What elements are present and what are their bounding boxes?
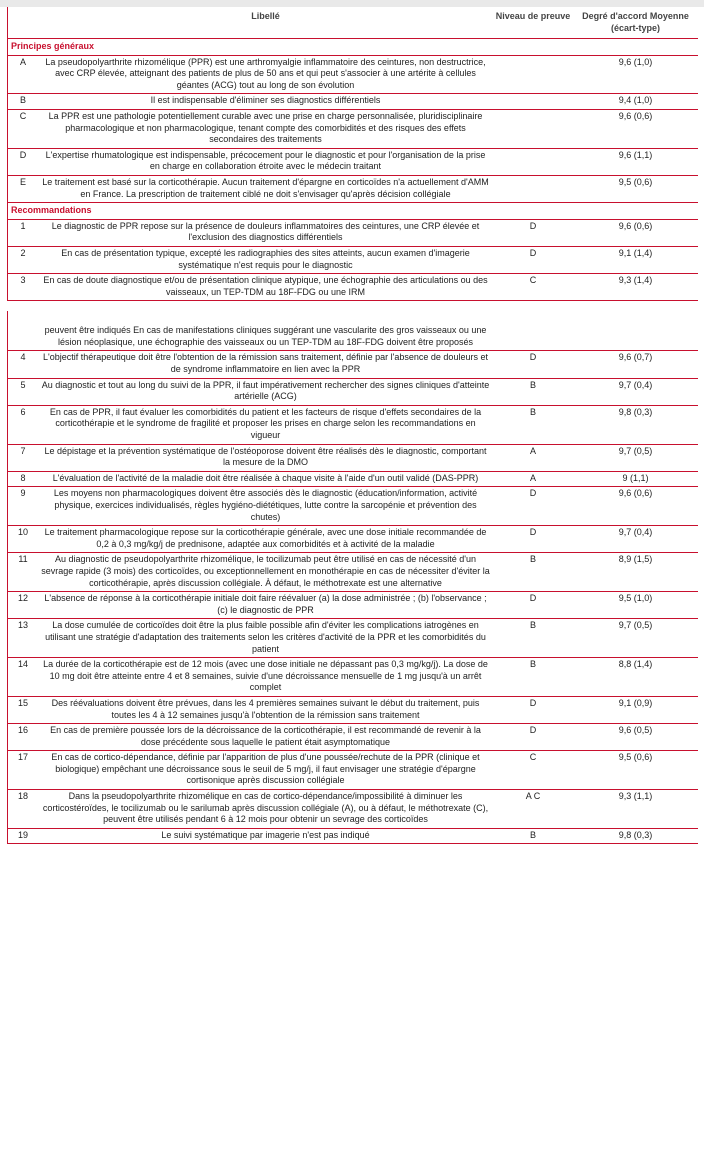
row-degre: 9,6 (0,6) bbox=[573, 487, 698, 526]
row-degre: 9,1 (0,9) bbox=[573, 696, 698, 723]
row-niveau bbox=[493, 148, 573, 175]
row-code: 18 bbox=[8, 790, 38, 829]
row-code: 13 bbox=[8, 619, 38, 658]
row-libelle: Le traitement est basé sur la corticothérapie. Aucun traitement d'épargne en corticoïdes n'a actuellement d'AMM en France. La prescription de traitement ciblé ne doit s'envisager qu'après décision collégiale bbox=[38, 175, 493, 202]
row-degre: 9,3 (1,1) bbox=[573, 790, 698, 829]
row-code: 3 bbox=[8, 274, 38, 301]
row-niveau: B bbox=[493, 378, 573, 405]
row-code: A bbox=[8, 55, 38, 94]
row-niveau: A bbox=[493, 444, 573, 471]
row-libelle: En cas de présentation typique, excepté les radiographies des sites atteints, aucun examen d'imagerie systématique n'est requis pour le diagnostic bbox=[38, 246, 493, 273]
row-libelle: La durée de la corticothérapie est de 12 mois (avec une dose initiale ne dépassant pas 0,3 mg/kg/j). La dose de 10 mg doit être atteinte entre 4 et 8 semaines, suivie d'une décroissance mensuelle de 1 mg jusqu'à un arrêt complet bbox=[38, 658, 493, 697]
table-row bbox=[8, 378, 698, 405]
row-niveau: B bbox=[493, 553, 573, 592]
table-row bbox=[8, 109, 698, 148]
table-row bbox=[8, 592, 698, 619]
row-degre: 9 (1,1) bbox=[573, 471, 698, 487]
row-niveau: D bbox=[493, 246, 573, 273]
table-row bbox=[8, 751, 698, 790]
header-code bbox=[8, 7, 38, 39]
row-niveau: D bbox=[493, 724, 573, 751]
row-niveau: C bbox=[493, 751, 573, 790]
row-libelle: La pseudopolyarthrite rhizomélique (PPR) est une arthromyalgie inflammatoire des ceintures, non destructrice, avec CRP élevée, atteignant des patients de plus de 50 ans et qui peut s'associer à une artérite à cellules géantes (ACG) tout au long de son évolution bbox=[38, 55, 493, 94]
row-code: 11 bbox=[8, 553, 38, 592]
row-niveau: D bbox=[493, 696, 573, 723]
row-niveau bbox=[493, 175, 573, 202]
row-libelle: L'évaluation de l'activité de la maladie doit être réalisée à chaque visite à l'aide d'un outil validé (DAS-PPR) bbox=[38, 471, 493, 487]
row-code bbox=[8, 311, 38, 351]
row-libelle: En cas de PPR, il faut évaluer les comorbidités du patient et les facteurs de risque d'effets secondaires de la corticothérapie et le syndrome de fragilité et proposer les prises en charge selon les recommandations en vigueur bbox=[38, 405, 493, 444]
row-degre: 9,5 (0,6) bbox=[573, 175, 698, 202]
row-code: 14 bbox=[8, 658, 38, 697]
section-recommandations bbox=[8, 203, 698, 220]
row-degre: 9,7 (0,5) bbox=[573, 619, 698, 658]
table-header bbox=[8, 7, 698, 39]
row-code: 4 bbox=[8, 351, 38, 378]
row-degre: 9,6 (0,6) bbox=[573, 109, 698, 148]
row-code: 1 bbox=[8, 219, 38, 246]
recommendations-table bbox=[8, 7, 698, 301]
row-code: 15 bbox=[8, 696, 38, 723]
row-niveau: C bbox=[493, 274, 573, 301]
row-libelle: Au diagnostic de pseudopolyarthrite rhizomélique, le tocilizumab peut être utilisé en cas de nécessité d'un sevrage rapide (3 mois) des corticoïdes, ou exceptionnellement en monothérapie en cas de nécessiter d'éviter la corticothérapie, après discussion collégiale. À défaut, le méthotrexate est une alternative bbox=[38, 553, 493, 592]
row-niveau: D bbox=[493, 526, 573, 553]
table-part-1 bbox=[7, 7, 697, 301]
row-code: 19 bbox=[8, 828, 38, 844]
table-row bbox=[8, 175, 698, 202]
header-niveau: Niveau de preuve bbox=[495, 11, 571, 21]
row-code: B bbox=[8, 94, 38, 110]
table-row bbox=[8, 526, 698, 553]
table-row bbox=[8, 487, 698, 526]
row-code: 6 bbox=[8, 405, 38, 444]
row-degre: 9,8 (0,3) bbox=[573, 405, 698, 444]
recommendations-table-continued bbox=[8, 311, 698, 844]
table-row bbox=[8, 351, 698, 378]
row-degre: 9,6 (0,6) bbox=[573, 219, 698, 246]
row-niveau bbox=[493, 109, 573, 148]
table-row bbox=[8, 658, 698, 697]
table-row bbox=[8, 828, 698, 844]
table-row bbox=[8, 724, 698, 751]
section-title: Principes généraux bbox=[8, 39, 698, 56]
row-niveau: D bbox=[493, 351, 573, 378]
row-code: D bbox=[8, 148, 38, 175]
header-libelle: Libellé bbox=[251, 11, 280, 21]
row-niveau: B bbox=[493, 828, 573, 844]
row-niveau bbox=[493, 94, 573, 110]
continuation-text: peuvent être indiqués En cas de manifestations cliniques suggérant une vascularite des gros vaisseaux ou une lésion néoplasique, une échographie des vaisseaux ou un TEP-TDM au 18F-FDG doivent être proposés bbox=[38, 311, 493, 351]
row-niveau: A bbox=[493, 471, 573, 487]
row-code: 10 bbox=[8, 526, 38, 553]
table-row bbox=[8, 55, 698, 94]
table-row bbox=[8, 444, 698, 471]
table-part-2 bbox=[7, 311, 697, 844]
table-row bbox=[8, 553, 698, 592]
row-niveau: B bbox=[493, 405, 573, 444]
row-degre: 9,6 (1,1) bbox=[573, 148, 698, 175]
continuation-row bbox=[8, 311, 698, 351]
row-code: 8 bbox=[8, 471, 38, 487]
table-row bbox=[8, 246, 698, 273]
row-libelle: En cas de doute diagnostique et/ou de présentation clinique atypique, une échographie des articulations ou des vaisseaux, un TEP-TDM au 18F-FDG ou une IRM bbox=[38, 274, 493, 301]
row-libelle: Des réévaluations doivent être prévues, dans les 4 premières semaines suivant le début du traitement, puis toutes les 4 à 12 semaines jusqu'à l'obtention de la rémission sans traitement bbox=[38, 696, 493, 723]
row-degre: 9,6 (0,7) bbox=[573, 351, 698, 378]
row-niveau: D bbox=[493, 219, 573, 246]
row-niveau: B bbox=[493, 619, 573, 658]
row-degre: 9,7 (0,5) bbox=[573, 444, 698, 471]
row-niveau: A C bbox=[493, 790, 573, 829]
row-code: 9 bbox=[8, 487, 38, 526]
section-principes bbox=[8, 39, 698, 56]
table-row bbox=[8, 696, 698, 723]
row-libelle: L'objectif thérapeutique doit être l'obtention de la rémission sans traitement, définie par l'absence de douleurs et de syndrome inflammatoire en lien avec la PPR bbox=[38, 351, 493, 378]
table-row bbox=[8, 619, 698, 658]
row-libelle: Les moyens non pharmacologiques doivent être associés dès le diagnostic (éducation/information, activité physique, exercices individualisés, règles hygiéno-diététiques, lutte contre la sarcopénie et prévention des chutes) bbox=[38, 487, 493, 526]
row-libelle: La dose cumulée de corticoïdes doit être la plus faible possible afin d'éviter les complications iatrogènes en utilisant une stratégie d'adaptation des traitements selon les critères d'activité de la PPR et les comorbidités du patient bbox=[38, 619, 493, 658]
table-row bbox=[8, 790, 698, 829]
row-niveau bbox=[493, 311, 573, 351]
row-degre: 8,9 (1,5) bbox=[573, 553, 698, 592]
row-libelle: La PPR est une pathologie potentiellement curable avec une prise en charge personnalisée, pluridisciplinaire pharmacologique et non pharmacologique, tenant compte des comorbidités et des risques des effets secondaires des traitements bbox=[38, 109, 493, 148]
recommendations-document bbox=[7, 7, 697, 844]
row-degre: 9,3 (1,4) bbox=[573, 274, 698, 301]
top-bar bbox=[0, 0, 704, 7]
row-degre: 9,4 (1,0) bbox=[573, 94, 698, 110]
row-niveau: B bbox=[493, 658, 573, 697]
row-libelle: En cas de cortico-dépendance, définie par l'apparition de plus d'une poussée/rechute de la PPR (clinique et biologique) empêchant une décroissance sous le seuil de 5 mg/j, il faut envisager une stratégie d'épargne cortisonique après discussion collégiale bbox=[38, 751, 493, 790]
row-degre: 8,8 (1,4) bbox=[573, 658, 698, 697]
row-degre: 9,5 (0,6) bbox=[573, 751, 698, 790]
row-libelle: En cas de première poussée lors de la décroissance de la corticothérapie, il est recommandé de revenir à la dose précédente sous laquelle le patient était asymptomatique bbox=[38, 724, 493, 751]
row-degre: 9,6 (1,0) bbox=[573, 55, 698, 94]
row-degre: 9,8 (0,3) bbox=[573, 828, 698, 844]
table-row bbox=[8, 405, 698, 444]
row-code: 12 bbox=[8, 592, 38, 619]
row-libelle: Le traitement pharmacologique repose sur la corticothérapie générale, avec une dose initiale recommandée de 0,2 à 0,3 mg/kg/j de prednisone, adaptée aux comorbidités et à activité de la maladie bbox=[38, 526, 493, 553]
table-row bbox=[8, 274, 698, 301]
header-degre: Degré d'accord Moyenne (écart-type) bbox=[582, 11, 689, 33]
row-code: 7 bbox=[8, 444, 38, 471]
row-degre: 9,7 (0,4) bbox=[573, 526, 698, 553]
table-row bbox=[8, 219, 698, 246]
row-niveau: D bbox=[493, 592, 573, 619]
row-code: 5 bbox=[8, 378, 38, 405]
section-title: Recommandations bbox=[8, 203, 698, 220]
row-degre bbox=[573, 311, 698, 351]
row-niveau: D bbox=[493, 487, 573, 526]
table-row bbox=[8, 148, 698, 175]
row-libelle: Le suivi systématique par imagerie n'est pas indiqué bbox=[38, 828, 493, 844]
row-degre: 9,6 (0,5) bbox=[573, 724, 698, 751]
row-degre: 9,5 (1,0) bbox=[573, 592, 698, 619]
row-libelle: Il est indispensable d'éliminer ses diagnostics différentiels bbox=[38, 94, 493, 110]
row-degre: 9,1 (1,4) bbox=[573, 246, 698, 273]
row-libelle: Le dépistage et la prévention systématique de l'ostéoporose doivent être réalisés dès le diagnostic, comportant la mesure de la DMO bbox=[38, 444, 493, 471]
row-degre: 9,7 (0,4) bbox=[573, 378, 698, 405]
row-code: 16 bbox=[8, 724, 38, 751]
row-code: E bbox=[8, 175, 38, 202]
row-libelle: L'expertise rhumatologique est indispensable, précocement pour le diagnostic et pour l'organisation de la prise en charge en collaboration étroite avec le médecin traitant bbox=[38, 148, 493, 175]
row-code: 2 bbox=[8, 246, 38, 273]
table-row bbox=[8, 471, 698, 487]
table-row bbox=[8, 94, 698, 110]
row-code: 17 bbox=[8, 751, 38, 790]
row-libelle: Au diagnostic et tout au long du suivi de la PPR, il faut impérativement rechercher des signes cliniques d'atteinte artérielle (ACG) bbox=[38, 378, 493, 405]
row-libelle: Le diagnostic de PPR repose sur la présence de douleurs inflammatoires des ceintures, une CRP élevée et l'exclusion des diagnostics différentiels bbox=[38, 219, 493, 246]
row-libelle: L'absence de réponse à la corticothérapie initiale doit faire réévaluer (a) la dose administrée ; (b) l'observance ; (c) le diagnostic de PPR bbox=[38, 592, 493, 619]
row-libelle: Dans la pseudopolyarthrite rhizomélique en cas de cortico-dépendance/impossibilité à diminuer les corticostéroïdes, le tocilizumab ou le sarilumab après discussion collégiale (A), ou à défaut, le méthotrexate (C), peuvent être utilisés pendant 6 à 12 mois pour obtenir un sevrage des corticoïdes bbox=[38, 790, 493, 829]
row-niveau bbox=[493, 55, 573, 94]
row-code: C bbox=[8, 109, 38, 148]
